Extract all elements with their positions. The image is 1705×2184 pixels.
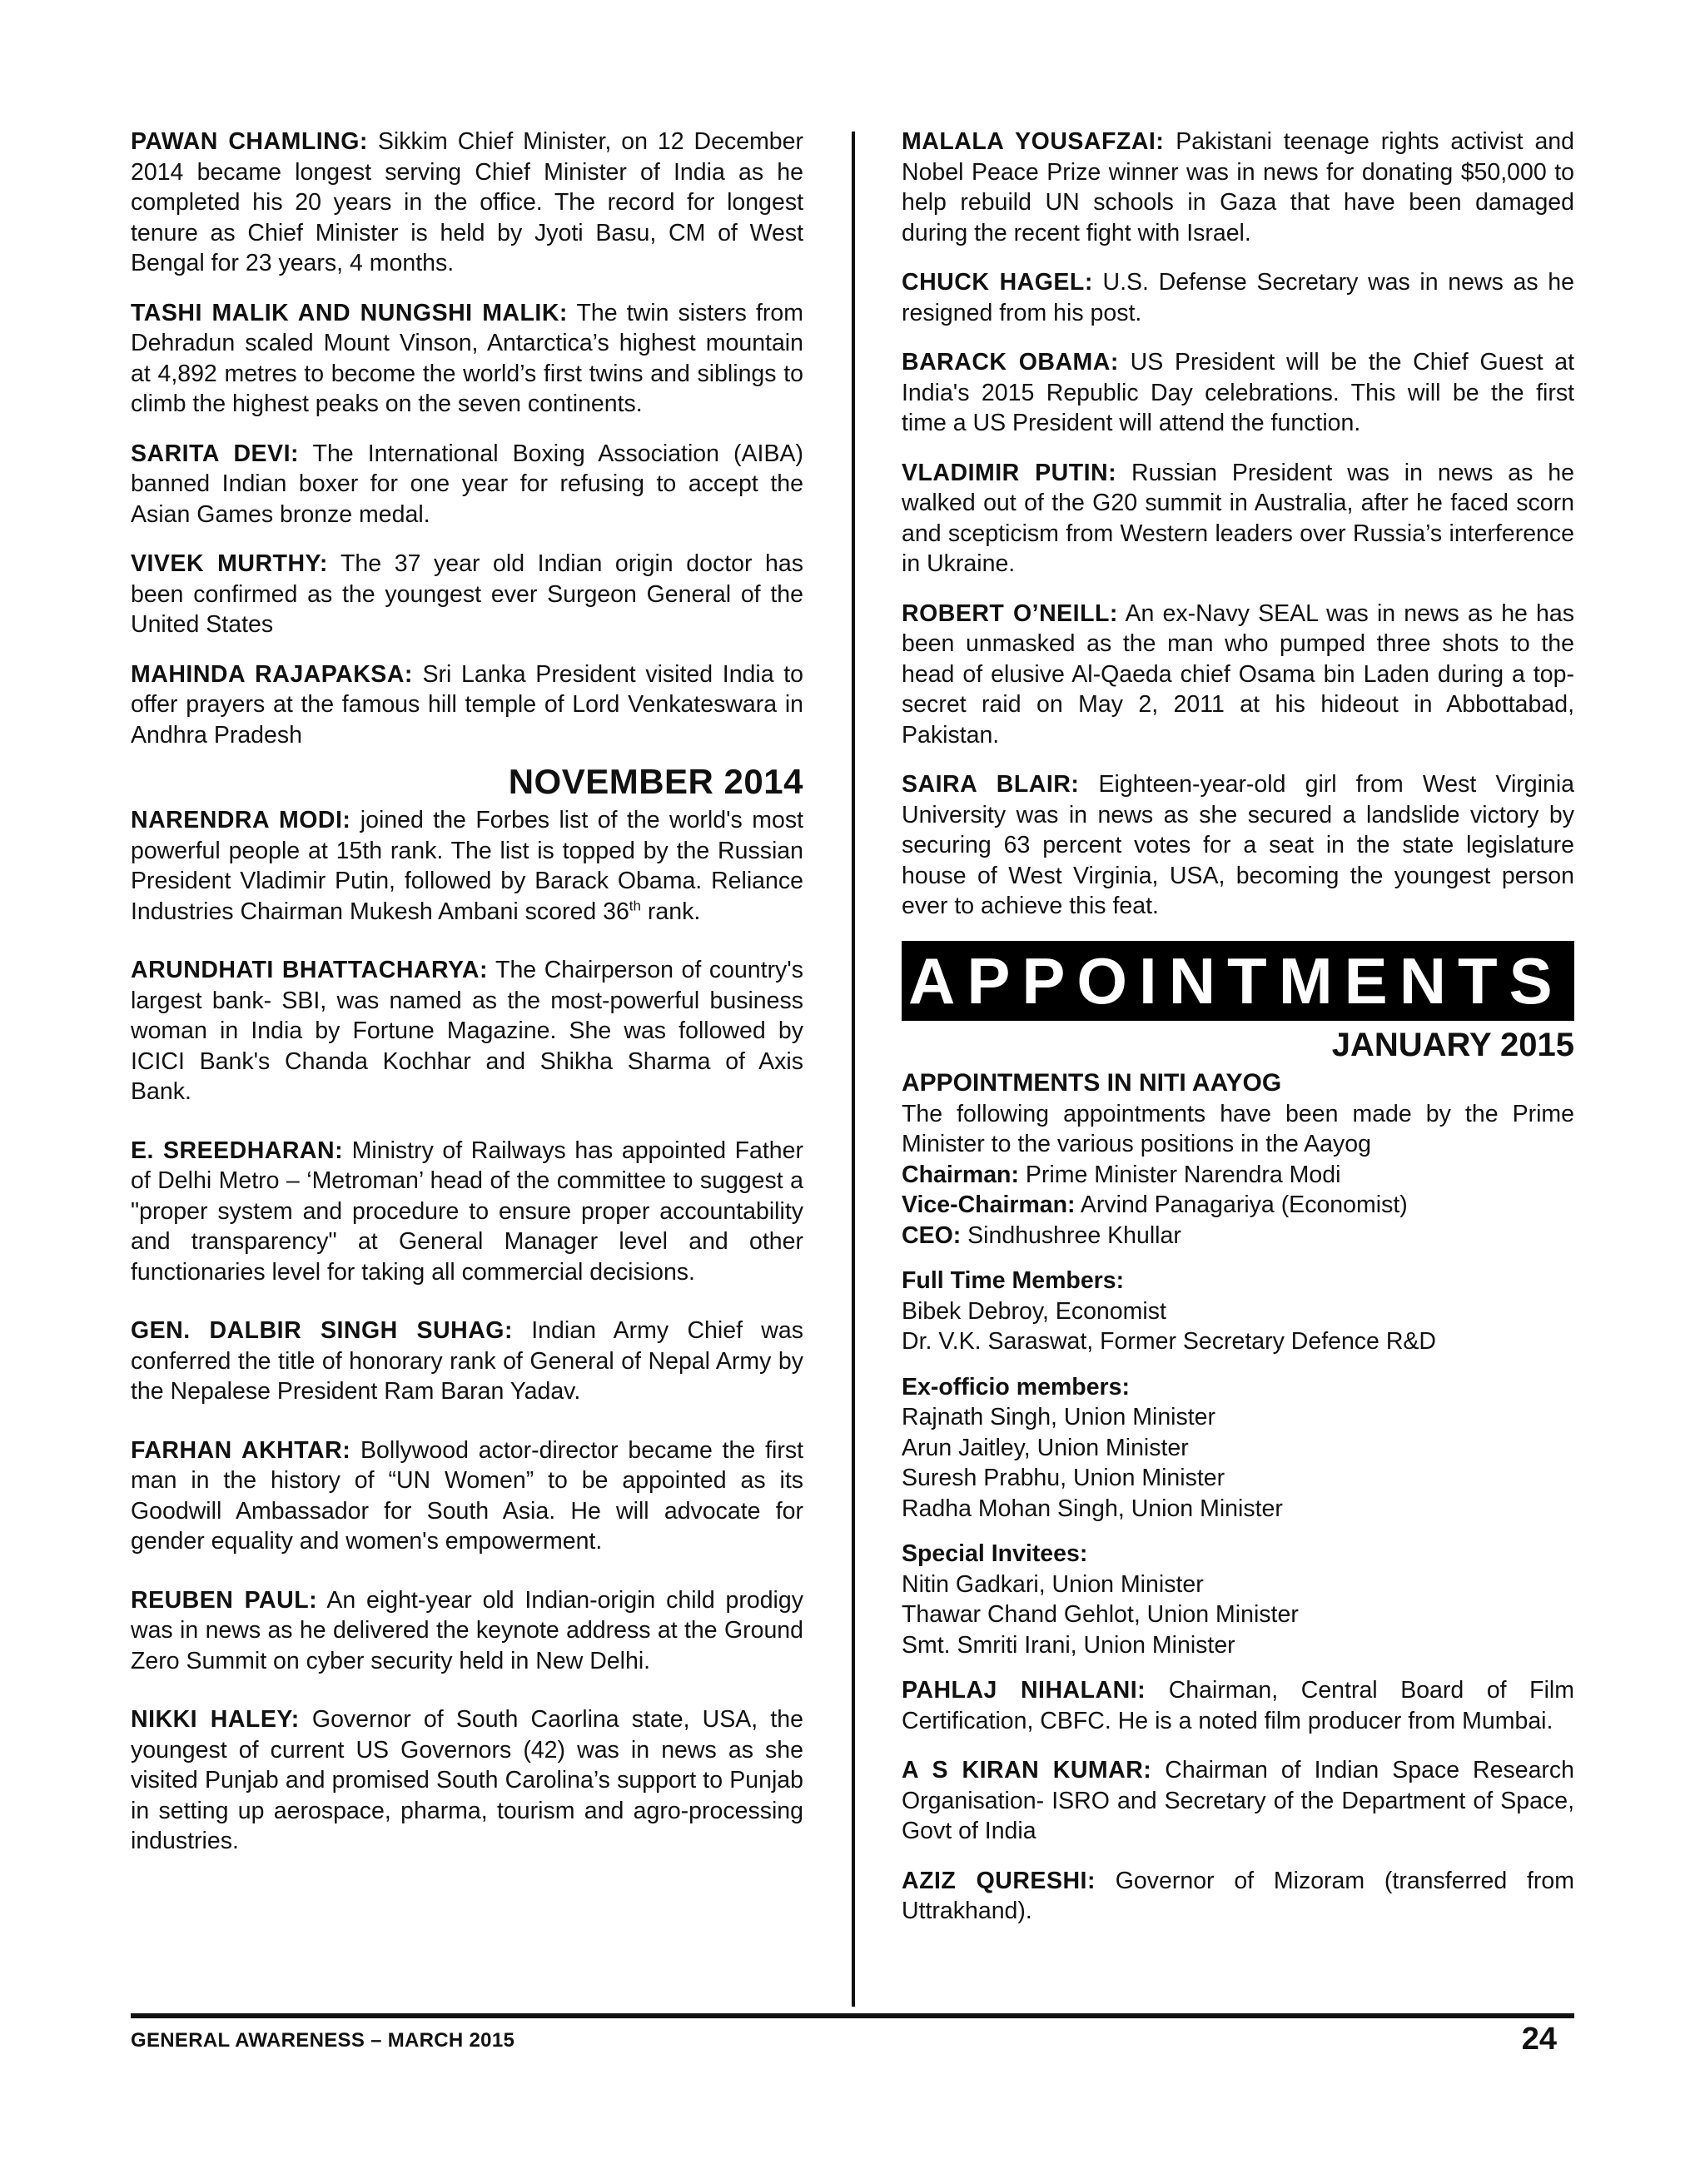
entry-name: NARENDRA MODI: bbox=[131, 807, 351, 833]
entry-text: The twin sisters from Dehradun scaled Mount Vinson, Antarctica’s highest mountain at 4,892 metres to become the world’s first twins and siblings to climb the highest peaks on the seven continents. bbox=[131, 299, 804, 417]
news-entry bbox=[902, 769, 1574, 922]
member-item: Nitin Gadkari, Union Minister bbox=[902, 1570, 1204, 1598]
entry-name: VLADIMIR PUTIN: bbox=[902, 459, 1117, 486]
entry-name: A S KIRAN KUMAR: bbox=[902, 1757, 1152, 1784]
news-entry bbox=[131, 659, 803, 751]
niti-aayog-section bbox=[902, 1067, 1574, 1251]
entry-name: REUBEN PAUL: bbox=[131, 1586, 318, 1614]
entry-text: The 37 year old Indian origin doctor has been confirmed as the youngest ever Surgeon General of the United States bbox=[131, 550, 803, 638]
page-number: 24 bbox=[1521, 2022, 1557, 2057]
news-entry bbox=[902, 1866, 1574, 1927]
ordinal-suffix: th bbox=[629, 898, 641, 913]
member-item: Thawar Chand Gehlot, Union Minister bbox=[902, 1601, 1299, 1628]
news-entry bbox=[902, 347, 1574, 439]
group-title: Special Invitees: bbox=[902, 1540, 1088, 1567]
entry-text: Sikkim Chief Minister, on 12 December 2014 became longest serving Chief Minister of India as he completed his 20 years in the office. The record for longest tenure as Chief Minister is held by Jyoti Basu, CM of West Bengal for 23 years, 4 months. bbox=[131, 128, 803, 276]
entry-text: An eight-year old Indian-origin child prodigy was in news as he delivered the keynote address at the Ground Zero Summit on cyber security held in New Delhi. bbox=[131, 1586, 803, 1674]
entry-text: Russian President was in news as he walked out of the G20 summit in Australia, after he faced scorn and scepticism from Western leaders over Russia’s interference in Ukraine. bbox=[902, 459, 1574, 577]
entry-text: Pakistani teenage rights activist and Nobel Peace Prize winner was in news for donating $50,000 to help rebuild UN schools in Gaza that have been damaged during the recent fight with Israel. bbox=[902, 128, 1574, 246]
entry-text: joined the Forbes list of the world's most powerful people at 15th rank. The list is topped by the Russian President Vladimir Putin, followed by Barack Obama. Reliance Industries Chairman Mukesh Ambani scored 36 bbox=[131, 807, 803, 925]
member-item: Bibek Debroy, Economist bbox=[902, 1297, 1166, 1325]
entry-name: SARITA DEVI: bbox=[131, 440, 299, 467]
entry-text: Indian Army Chief was conferred the title of honorary rank of General of Nepal Army by the Nepalese President Ram Baran Yadav. bbox=[131, 1317, 803, 1405]
news-entry bbox=[131, 1704, 803, 1857]
entry-name: FARHAN AKHTAR: bbox=[131, 1436, 351, 1464]
entry-name: SAIRA BLAIR: bbox=[902, 771, 1080, 798]
entry-text-tail: rank. bbox=[640, 898, 701, 925]
entry-text: The Chairperson of country's largest bank- SBI, was named as the most-powerful business woman in India by Fortune Magazine. She was followed by ICICI Bank's Chanda Kochhar and Shikha Sharma of Axis Bank. bbox=[131, 957, 803, 1105]
entry-name: GEN. DALBIR SINGH SUHAG: bbox=[131, 1317, 513, 1344]
news-entry bbox=[902, 267, 1574, 328]
news-entry bbox=[902, 127, 1574, 248]
ex-officio-members bbox=[902, 1372, 1574, 1525]
appointments-banner: APPOINTMENTS bbox=[902, 941, 1574, 1021]
entry-name: ARUNDHATI BHATTACHARYA: bbox=[131, 957, 488, 983]
left-column bbox=[131, 127, 803, 1876]
chairman-value: Prime Minister Narendra Modi bbox=[1018, 1161, 1341, 1188]
month-heading: JANUARY 2015 bbox=[1331, 1026, 1574, 1063]
ceo-line bbox=[902, 1221, 1574, 1251]
news-entry bbox=[131, 1136, 803, 1288]
ceo-value: Sindhushree Khullar bbox=[961, 1221, 1181, 1249]
vice-chairman-line bbox=[902, 1190, 1574, 1221]
entry-text: Chairman, Central Board of Film Certification, CBFC. He is a noted film producer from Mumbai. bbox=[902, 1677, 1574, 1734]
news-entry bbox=[131, 1316, 803, 1407]
full-time-members bbox=[902, 1266, 1574, 1357]
news-entry bbox=[902, 458, 1574, 580]
entry-text: Eighteen-year-old girl from West Virginia University was in news as she secured a landslide victory by securing 63 percent votes for a seat in the state legislature house of West Virginia, USA, becoming the youngest person ever to achieve this feat. bbox=[902, 771, 1574, 919]
entry-text: Bollywood actor-director became the first man in the history of “UN Women” to be appointed as its Goodwill Ambassador for South Asia. He will advocate for gender equality and women's empowerment. bbox=[131, 1436, 803, 1555]
ceo-label: CEO: bbox=[902, 1221, 962, 1249]
news-entry bbox=[131, 298, 803, 420]
news-entry bbox=[902, 1675, 1574, 1736]
news-entry bbox=[131, 1585, 803, 1677]
vice-chairman-value: Arvind Panagariya (Economist) bbox=[1075, 1191, 1408, 1218]
member-item: Rajnath Singh, Union Minister bbox=[902, 1404, 1216, 1430]
news-entry bbox=[131, 549, 803, 640]
column-divider bbox=[852, 132, 855, 2007]
entry-name: AZIZ QURESHI: bbox=[902, 1867, 1096, 1894]
entry-name: PAWAN CHAMLING: bbox=[131, 128, 368, 155]
entry-text: U.S. Defense Secretary was in news as he resigned from his post. bbox=[902, 269, 1574, 326]
group-title: Ex-officio members: bbox=[902, 1373, 1130, 1400]
member-item: Arun Jaitley, Union Minister bbox=[902, 1434, 1189, 1461]
member-item: Smt. Smriti Irani, Union Minister bbox=[902, 1631, 1235, 1659]
entry-name: BARACK OBAMA: bbox=[902, 349, 1119, 376]
entry-name: VIVEK MURTHY: bbox=[131, 550, 328, 577]
entry-text: US President will be the Chief Guest at India's 2015 Republic Day celebrations. This will be the first time a US President will attend the function. bbox=[902, 349, 1574, 436]
section-title: APPOINTMENTS IN NITI AAYOG bbox=[902, 1068, 1282, 1097]
member-item: Suresh Prabhu, Union Minister bbox=[902, 1465, 1225, 1491]
chairman-line bbox=[902, 1160, 1574, 1191]
footer-publication-title: GENERAL AWARENESS – MARCH 2015 bbox=[131, 2029, 515, 2052]
news-entry bbox=[131, 1435, 803, 1557]
entry-text: The International Boxing Association (AIBA) banned Indian boxer for one year for refusing to accept the Asian Games bronze medal. bbox=[131, 440, 803, 528]
entry-text: Sri Lanka President visited India to offer prayers at the famous hill temple of Lord Venkateswara in Andhra Pradesh bbox=[131, 660, 803, 749]
entry-name: PAHLAJ NIHALANI: bbox=[902, 1677, 1146, 1704]
news-entry bbox=[131, 439, 803, 530]
entry-name: NIKKI HALEY: bbox=[131, 1706, 300, 1733]
entry-name: MAHINDA RAJAPAKSA: bbox=[131, 660, 413, 688]
entry-text: Governor of Mizoram (transferred from Uttrakhand). bbox=[902, 1867, 1575, 1924]
news-entry bbox=[131, 127, 803, 279]
entry-name: ROBERT O’NEILL: bbox=[902, 599, 1118, 627]
month-heading: NOVEMBER 2014 bbox=[508, 762, 803, 801]
vice-chairman-label: Vice-Chairman: bbox=[902, 1191, 1076, 1218]
news-entry bbox=[902, 1755, 1574, 1847]
entry-name: MALALA YOUSAFZAI: bbox=[902, 128, 1165, 155]
news-entry bbox=[131, 955, 803, 1107]
entry-text: Chairman of Indian Space Research Organisation- ISRO and Secretary of the Department of Space, Govt of India bbox=[902, 1757, 1575, 1844]
news-entry bbox=[902, 599, 1574, 751]
chairman-label: Chairman: bbox=[902, 1161, 1019, 1188]
special-invitees bbox=[902, 1539, 1574, 1660]
entry-text: Ministry of Railways has appointed Father of Delhi Metro – ‘Metroman’ head of the committee to suggest a "proper system and procedure to ensure proper accountability and transparency" at General Manager level and other functionaries level for taking all commercial decisions. bbox=[131, 1137, 803, 1286]
section-intro: The following appointments have been made by the Prime Minister to the various positions in the Aayog bbox=[902, 1100, 1574, 1157]
entry-text: An ex-Navy SEAL was in news as he has been unmasked as the man who pumped three shots to the head of elusive Al-Qaeda chief Osama bin Laden during a top-secret raid on May 2, 2011 at his hideout in Abbottabad, Pakistan. bbox=[902, 599, 1575, 749]
group-title: Full Time Members: bbox=[902, 1267, 1125, 1294]
entry-name: CHUCK HAGEL: bbox=[902, 269, 1093, 296]
member-item: Radha Mohan Singh, Union Minister bbox=[902, 1495, 1283, 1522]
member-item: Dr. V.K. Saraswat, Former Secretary Defence R&D bbox=[902, 1328, 1437, 1355]
entry-name: TASHI MALIK AND NUNGSHI MALIK: bbox=[131, 299, 568, 326]
footer-rule bbox=[131, 2013, 1574, 2018]
news-entry bbox=[131, 805, 803, 927]
right-column bbox=[902, 127, 1574, 1946]
entry-name: E. SREEDHARAN: bbox=[131, 1137, 344, 1164]
entry-text: Governor of South Caorlina state, USA, the youngest of current US Governors (42) was in news as she visited Punjab and promised South Carolina’s support to Punjab in setting up aerospace, pharma, tourism and agro-processing industries. bbox=[131, 1706, 803, 1854]
